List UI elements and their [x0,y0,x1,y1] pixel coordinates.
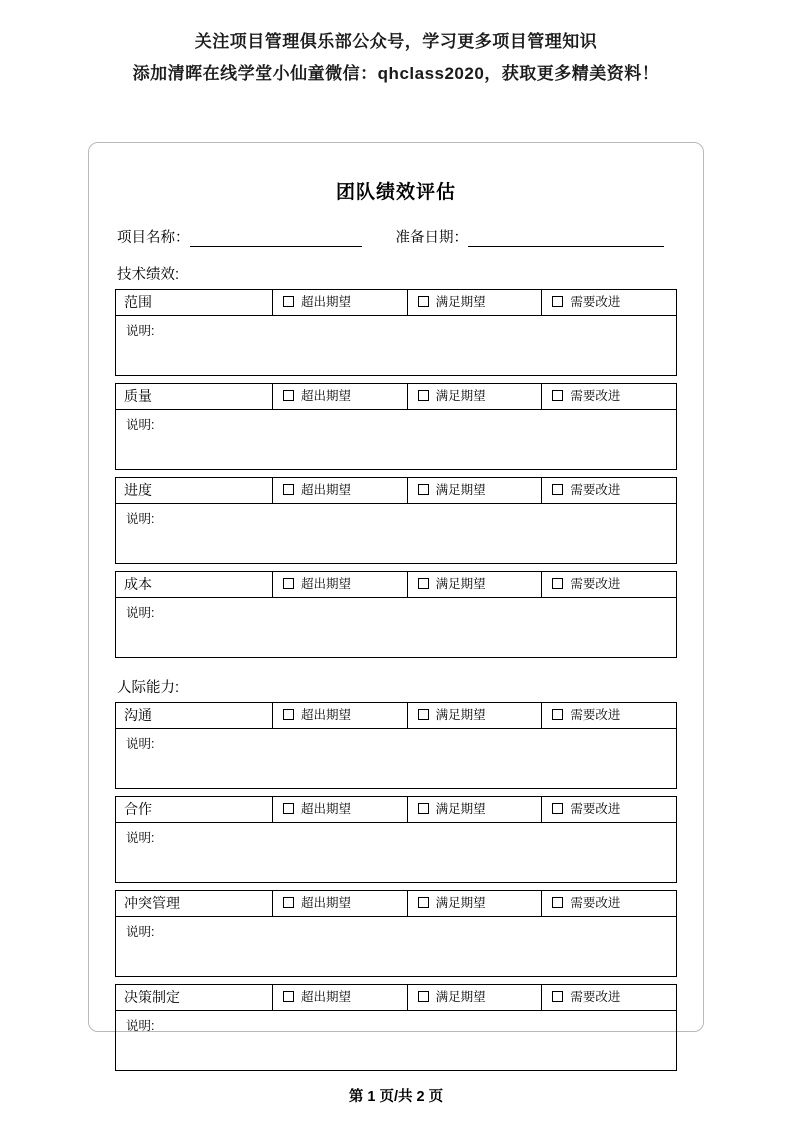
project-name-label: 项目名称： [117,230,190,246]
row-spacer [116,789,677,797]
option-label: 满足期望 [435,896,486,910]
checkbox-icon[interactable] [552,296,563,307]
option-exceeds[interactable] [273,797,408,823]
note-field[interactable]: 说明: [116,504,677,564]
note-field[interactable]: 说明: [116,729,677,789]
table-row-note [116,729,677,789]
checkbox-icon[interactable] [552,897,563,908]
category-label: 决策制定 [116,985,273,1011]
category-label: 合作 [116,797,273,823]
document-page [88,142,704,1105]
checkbox-icon[interactable] [418,803,429,814]
checkbox-icon[interactable] [552,484,563,495]
note-field[interactable]: 说明: [116,823,677,883]
note-field[interactable]: 说明: [116,598,677,658]
checkbox-icon[interactable] [552,390,563,401]
option-exceeds[interactable] [273,891,408,917]
table-row-note [116,917,677,977]
row-spacer [116,376,677,384]
option-meets[interactable] [407,478,542,504]
option-exceeds[interactable] [273,985,408,1011]
option-label: 满足期望 [435,483,486,497]
option-needs-improvement[interactable] [542,891,677,917]
option-needs-improvement[interactable] [542,572,677,598]
checkbox-icon[interactable] [418,897,429,908]
option-label: 满足期望 [435,990,486,1004]
option-label: 需要改进 [570,295,621,309]
checkbox-icon[interactable] [283,578,294,589]
option-meets[interactable] [407,703,542,729]
checkbox-icon[interactable] [418,578,429,589]
option-needs-improvement[interactable] [542,384,677,410]
checkbox-icon[interactable] [283,390,294,401]
row-spacer [116,564,677,572]
category-label: 成本 [116,572,273,598]
note-field[interactable]: 说明: [116,1011,677,1071]
category-label: 进度 [116,478,273,504]
category-label: 冲突管理 [116,891,273,917]
note-field[interactable]: 说明: [116,917,677,977]
option-label: 满足期望 [435,577,486,591]
table-row-note [116,410,677,470]
option-label: 超出期望 [301,483,352,497]
option-meets[interactable] [407,384,542,410]
option-label: 需要改进 [570,802,621,816]
option-label: 满足期望 [435,802,486,816]
option-needs-improvement[interactable] [542,478,677,504]
note-field[interactable]: 说明: [116,410,677,470]
promo-line-2: 添加清晖在线学堂小仙童微信：qhclass2020，获取更多精美资料！ [132,64,660,84]
section-label-interpersonal: 人际能力: [117,680,180,696]
table-row [116,703,677,729]
table-row-note [116,1011,677,1071]
option-meets[interactable] [407,891,542,917]
option-label: 超出期望 [301,708,352,722]
table-row [116,384,677,410]
meta-row [117,226,677,247]
table-row [116,891,677,917]
promo-line-1: 关注项目管理俱乐部公众号，学习更多项目管理知识 [194,32,598,51]
table-row [116,572,677,598]
option-label: 满足期望 [435,389,486,403]
option-label: 需要改进 [570,990,621,1004]
checkbox-icon[interactable] [418,390,429,401]
option-meets[interactable] [407,572,542,598]
option-label: 满足期望 [435,708,486,722]
checkbox-icon[interactable] [283,484,294,495]
checkbox-icon[interactable] [283,803,294,814]
checkbox-icon[interactable] [283,991,294,1002]
option-exceeds[interactable] [273,703,408,729]
checkbox-icon[interactable] [552,578,563,589]
checkbox-icon[interactable] [283,709,294,720]
category-label: 范围 [116,290,273,316]
option-label: 超出期望 [301,295,352,309]
table-row-note [116,504,677,564]
table-row [116,478,677,504]
prepared-date-input[interactable] [468,232,664,247]
category-label: 质量 [116,384,273,410]
table-row [116,290,677,316]
project-name-input[interactable] [190,232,362,247]
checkbox-icon[interactable] [418,991,429,1002]
option-meets[interactable] [407,290,542,316]
category-label: 沟通 [116,703,273,729]
checkbox-icon[interactable] [552,803,563,814]
table-row-note [116,598,677,658]
promo-banner [0,0,792,91]
row-spacer [116,470,677,478]
option-label: 超出期望 [301,802,352,816]
option-label: 需要改进 [570,483,621,497]
table-row [116,797,677,823]
interpersonal-skills-table [115,702,677,1071]
option-needs-improvement[interactable] [542,797,677,823]
technical-performance-table [115,289,677,658]
option-label: 超出期望 [301,896,352,910]
row-spacer [116,883,677,891]
option-label: 需要改进 [570,708,621,722]
section-label-technical: 技术绩效: [117,267,180,283]
option-exceeds[interactable] [273,572,408,598]
option-exceeds[interactable] [273,478,408,504]
option-label: 满足期望 [435,295,486,309]
option-label: 超出期望 [301,577,352,591]
checkbox-icon[interactable] [283,296,294,307]
checkbox-icon[interactable] [418,484,429,495]
option-needs-improvement[interactable] [542,985,677,1011]
option-label: 需要改进 [570,896,621,910]
option-needs-improvement[interactable] [542,703,677,729]
page-footer: 第 1 页/共 2 页 [348,1089,444,1105]
option-label: 需要改进 [570,577,621,591]
option-label: 超出期望 [301,990,352,1004]
checkbox-icon[interactable] [552,709,563,720]
option-exceeds[interactable] [273,290,408,316]
table-row-note [116,823,677,883]
page-title: 团队绩效评估 [335,182,456,203]
note-field[interactable]: 说明: [116,316,677,376]
option-label: 需要改进 [570,389,621,403]
option-meets[interactable] [407,985,542,1011]
checkbox-icon[interactable] [418,296,429,307]
option-needs-improvement[interactable] [542,290,677,316]
option-meets[interactable] [407,797,542,823]
table-row-note [116,316,677,376]
checkbox-icon[interactable] [418,709,429,720]
prepared-date-label: 准备日期： [395,230,468,246]
option-exceeds[interactable] [273,384,408,410]
row-spacer [116,977,677,985]
option-label: 超出期望 [301,389,352,403]
checkbox-icon[interactable] [552,991,563,1002]
checkbox-icon[interactable] [283,897,294,908]
table-row [116,985,677,1011]
